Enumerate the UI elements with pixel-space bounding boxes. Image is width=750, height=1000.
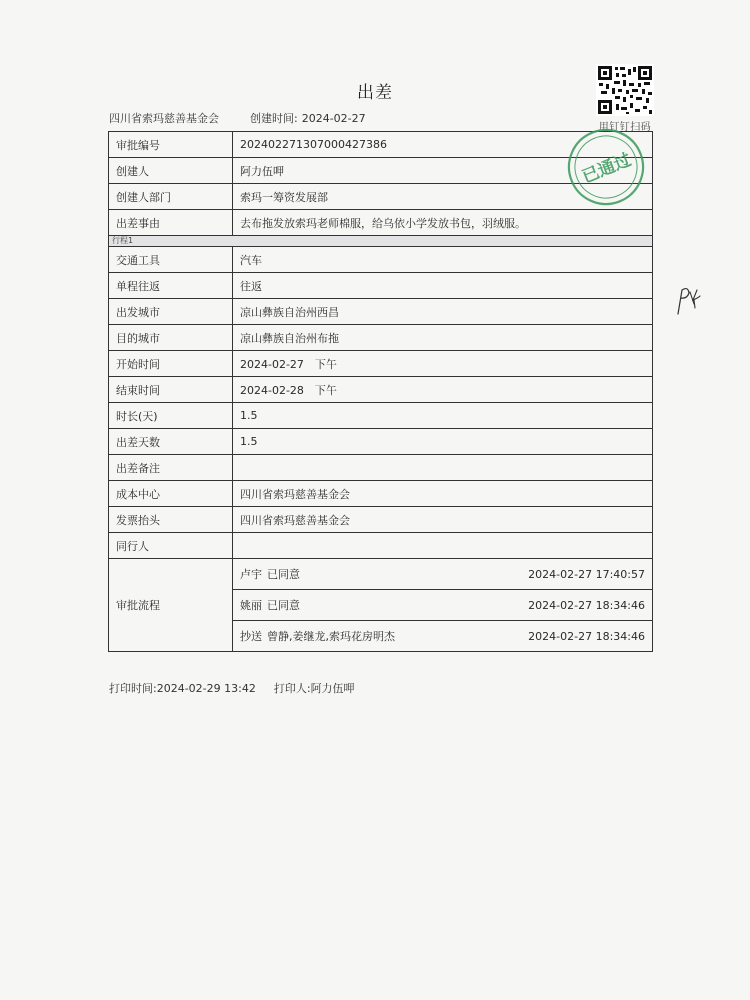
field-label: 结束时间 xyxy=(109,377,233,403)
field-value: 往返 xyxy=(233,273,653,299)
field-value: 索玛一筹资发展部 xyxy=(233,184,653,210)
field-label: 出差备注 xyxy=(109,455,233,481)
approval-time: 2024-02-27 18:34:46 xyxy=(528,598,645,612)
table-row xyxy=(109,247,653,273)
field-label: 同行人 xyxy=(109,533,233,559)
approval-step xyxy=(233,559,652,590)
approver xyxy=(240,628,395,644)
created-time xyxy=(250,110,366,126)
table-row xyxy=(109,455,653,481)
approval-step xyxy=(233,621,652,651)
print-footer xyxy=(109,680,355,696)
table-row xyxy=(109,351,653,377)
approval-flow-row xyxy=(109,559,653,652)
table-row xyxy=(109,533,653,559)
field-label: 出发城市 xyxy=(109,299,233,325)
approver-name: 卢宇 xyxy=(240,568,262,581)
table-row xyxy=(109,403,653,429)
field-label: 出差天数 xyxy=(109,429,233,455)
field-value: 202402271307000427386 xyxy=(233,132,653,158)
table-row xyxy=(109,273,653,299)
field-value: 2024-02-28 下午 xyxy=(233,377,653,403)
handwritten-mark xyxy=(674,284,702,318)
field-value: 阿力伍呷 xyxy=(233,158,653,184)
field-label: 开始时间 xyxy=(109,351,233,377)
field-value: 凉山彝族自治州布拖 xyxy=(233,325,653,351)
field-label: 交通工具 xyxy=(109,247,233,273)
approver xyxy=(240,597,300,613)
section-label: 行程1 xyxy=(109,236,653,247)
field-label: 审批流程 xyxy=(109,559,233,652)
approval-status: 曾静,姜继龙,索玛花房明杰 xyxy=(267,630,395,643)
field-label: 发票抬头 xyxy=(109,507,233,533)
approval-time: 2024-02-27 17:40:57 xyxy=(528,567,645,581)
field-label: 创建人 xyxy=(109,158,233,184)
stamp-text: 已通过 xyxy=(579,150,635,188)
approval-steps xyxy=(233,559,653,652)
field-label: 审批编号 xyxy=(109,132,233,158)
field-value: 去布拖发放索玛老师棉服，给乌依小学发放书包，羽绒服。 xyxy=(233,210,653,236)
field-value: 1.5 xyxy=(233,429,653,455)
table-row xyxy=(109,299,653,325)
field-value: 2024-02-27 下午 xyxy=(233,351,653,377)
print-time-label: 打印时间: xyxy=(109,682,157,695)
print-time-value: 2024-02-29 13:42 xyxy=(156,682,256,695)
field-value: 四川省索玛慈善基金会 xyxy=(233,481,653,507)
approver xyxy=(240,566,300,582)
approver-name: 抄送 xyxy=(240,630,262,643)
table-row xyxy=(109,210,653,236)
organization-name: 四川省索玛慈善基金会 xyxy=(109,112,219,125)
trip-approval-table xyxy=(108,131,653,652)
field-value: 1.5 xyxy=(233,403,653,429)
created-time-value: 2024-02-27 xyxy=(301,112,366,125)
section-header-row xyxy=(109,236,653,247)
field-value: 凉山彝族自治州西昌 xyxy=(233,299,653,325)
printer-value: 阿力伍呷 xyxy=(310,682,355,695)
table-row xyxy=(109,481,653,507)
field-value: 四川省索玛慈善基金会 xyxy=(233,507,653,533)
approval-step xyxy=(233,590,652,621)
field-value xyxy=(233,455,653,481)
table-row xyxy=(109,507,653,533)
qr-code-icon xyxy=(596,64,654,116)
approver-name: 姚丽 xyxy=(240,599,262,612)
approval-status: 已同意 xyxy=(267,568,300,581)
field-value xyxy=(233,533,653,559)
approved-stamp xyxy=(566,127,646,207)
table-row xyxy=(109,429,653,455)
field-label: 时长(天) xyxy=(109,403,233,429)
approval-time: 2024-02-27 18:34:46 xyxy=(528,629,645,643)
printer-label: 打印人: xyxy=(273,682,311,695)
approval-status: 已同意 xyxy=(267,599,300,612)
field-label: 单程往返 xyxy=(109,273,233,299)
created-time-label: 创建时间: xyxy=(250,112,298,125)
qr-caption: 用钉钉扫码 xyxy=(598,122,652,133)
field-value: 汽车 xyxy=(233,247,653,273)
field-label: 出差事由 xyxy=(109,210,233,236)
table-row xyxy=(109,377,653,403)
field-label: 创建人部门 xyxy=(109,184,233,210)
field-label: 成本中心 xyxy=(109,481,233,507)
table-row xyxy=(109,325,653,351)
field-label: 目的城市 xyxy=(109,325,233,351)
document-title: 出差 xyxy=(357,83,393,103)
